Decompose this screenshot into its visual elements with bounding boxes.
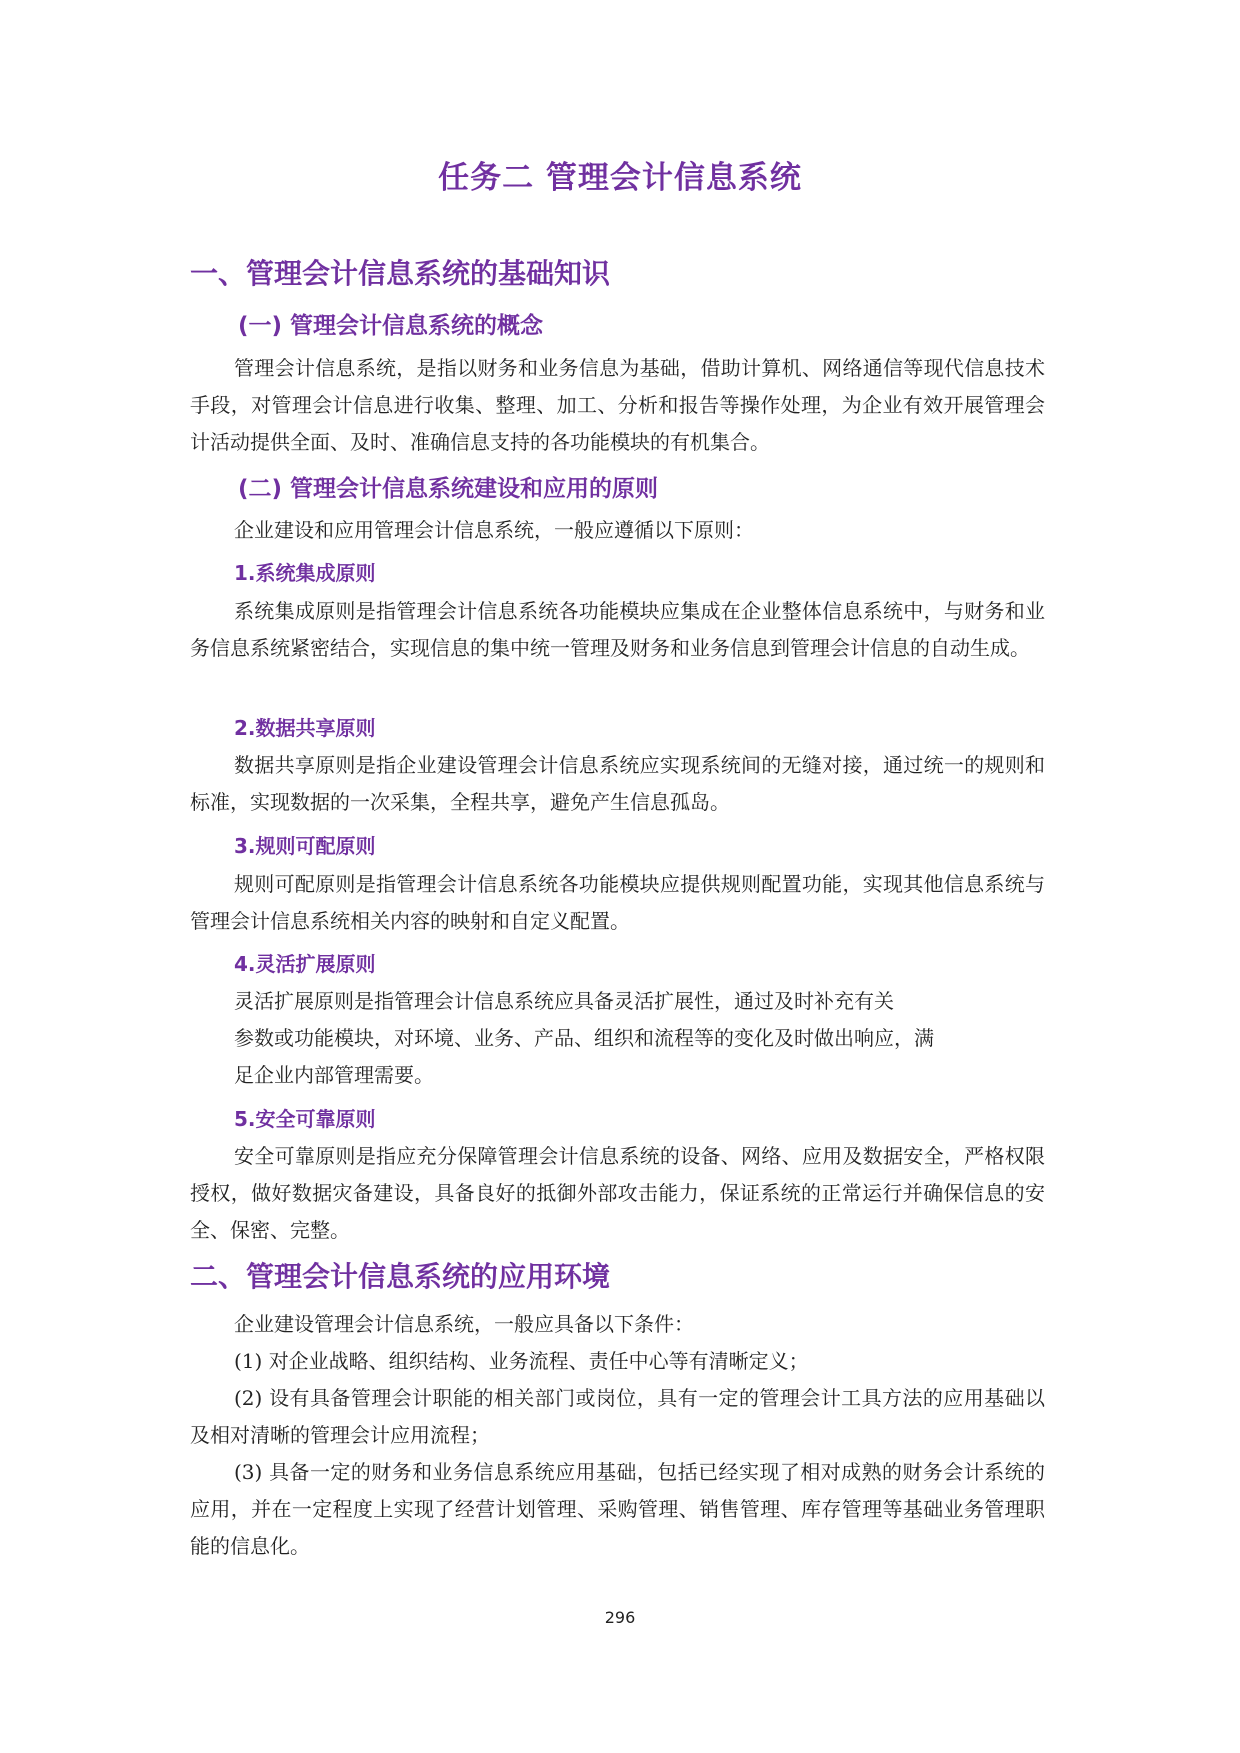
section-heading-environment: 二、管理会计信息系统的应用环境 (190, 1260, 611, 1293)
subsection-heading-principles: (二) 管理会计信息系统建设和应用的原则 (238, 476, 659, 502)
principle-paragraph-configurable: 规则可配原则是指管理会计信息系统各功能模块应提供规则配置功能，实现其他信息系统与管理会计信息系统相关内容的映射和自定义配置。 (190, 872, 1045, 933)
principles-intro: 企业建设和应用管理会计信息系统，一般应遵循以下原则： (234, 518, 754, 542)
principle-paragraph-integration: 系统集成原则是指管理会计信息系统各功能模块应集成在企业整体信息系统中，与财务和业务信息系统紧密结合，实现信息的集中统一管理及财务和业务信息到管理会计信息的自动生成。 (190, 599, 1045, 660)
condition-3: (3) 具备一定的财务和业务信息系统应用基础，包括已经实现了相对成熟的财务会计系统的应用，并在一定程度上实现了经营计划管理、采购管理、销售管理、库存管理等基础业务管理职能的信息化。 (190, 1460, 1045, 1558)
principle-heading-data-sharing: 2.数据共享原则 (234, 716, 376, 740)
principle-paragraph-data-sharing: 数据共享原则是指企业建设管理会计信息系统应实现系统间的无缝对接，通过统一的规则和标准，实现数据的一次采集，全程共享，避免产生信息孤岛。 (190, 753, 1045, 814)
principle-heading-security: 5.安全可靠原则 (234, 1107, 376, 1131)
page-number: 296 (604, 1608, 636, 1627)
environment-intro: 企业建设管理会计信息系统，一般应具备以下条件： (234, 1312, 694, 1336)
condition-2: (2) 设有具备管理会计职能的相关部门或岗位，具有一定的管理会计工具方法的应用基础以及相对清晰的管理会计应用流程； (190, 1386, 1045, 1447)
concept-paragraph: 管理会计信息系统，是指以财务和业务信息为基础，借助计算机、网络通信等现代信息技术手段，对管理会计信息进行收集、整理、加工、分析和报告等操作处理，为企业有效开展管理会计活动提供全面、及时、准确信息支持的各功能模块的有机集合。 (190, 356, 1045, 454)
principle-heading-integration: 1.系统集成原则 (234, 561, 376, 585)
principle-heading-flexible: 4.灵活扩展原则 (234, 952, 376, 976)
principle-line-flexible-1: 灵活扩展原则是指管理会计信息系统应具备灵活扩展性，通过及时补充有关 (234, 989, 894, 1013)
condition-1: (1) 对企业战略、组织结构、业务流程、责任中心等有清晰定义； (234, 1349, 809, 1373)
principle-line-flexible-3: 足企业内部管理需要。 (234, 1063, 434, 1087)
page-title: 任务二 管理会计信息系统 (438, 160, 802, 196)
principle-line-flexible-2: 参数或功能模块，对环境、业务、产品、组织和流程等的变化及时做出响应，满 (234, 1026, 934, 1050)
principle-paragraph-security: 安全可靠原则是指应充分保障管理会计信息系统的设备、网络、应用及数据安全，严格权限授权，做好数据灾备建设，具备良好的抵御外部攻击能力，保证系统的正常运行并确保信息的安全、保密、完整。 (190, 1144, 1045, 1242)
principle-heading-configurable: 3.规则可配原则 (234, 834, 376, 858)
subsection-heading-concept: (一) 管理会计信息系统的概念 (238, 313, 544, 339)
section-heading-basics: 一、管理会计信息系统的基础知识 (190, 257, 611, 290)
